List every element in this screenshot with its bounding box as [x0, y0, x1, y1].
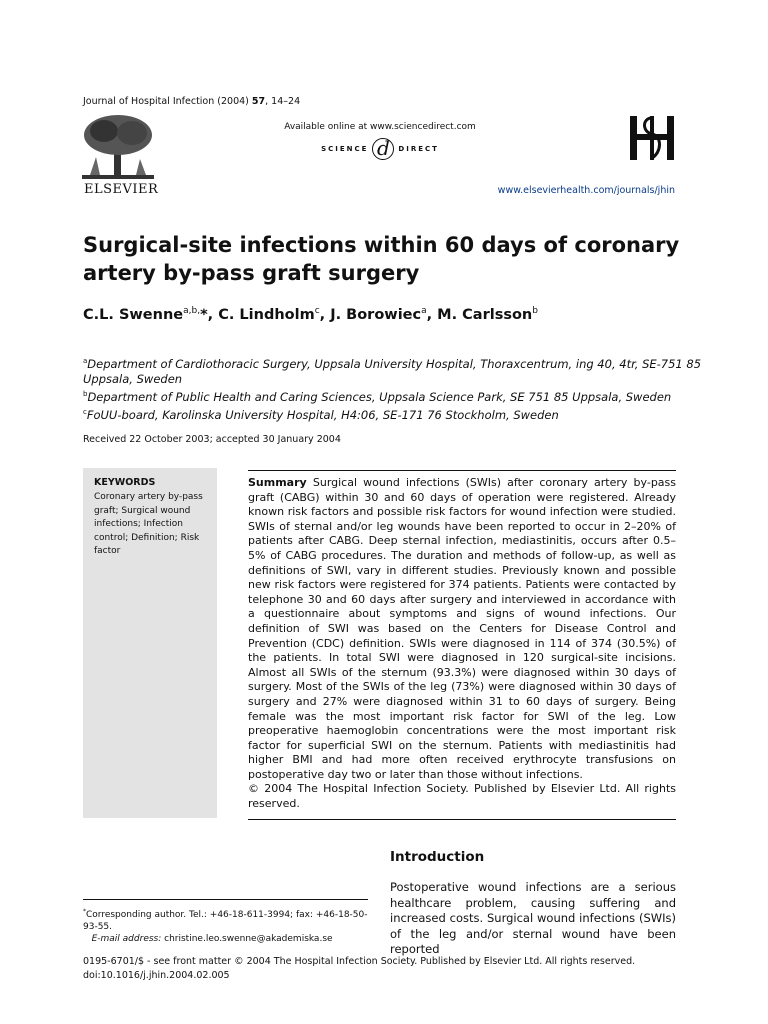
author-name: C.L. Swenne — [83, 306, 184, 323]
keywords-box — [83, 468, 217, 818]
author-name: M. Carlsson — [437, 306, 533, 323]
summary-body: Surgical wound infections (SWIs) after coronary artery by-pass graft (CABG) within 30 and 60 days of operation were registered. Already known risk factors and possible risk factors for wound infection were studied. SWIs of sternal and/or leg wounds have been reported to occur in 2–20% of patients after CABG. Deep sternal infection, mediastinitis, occurs after 0.5–5% of CABG procedures. The duration and methods of follow-up, as well as definitions of SWI, vary in different studies. Previously known and possible new risk factors were registered for 374 patients. Patients were contacted by telephone 30 and 60 days after surgery and interviewed in accordance with a questionnaire about symptoms and signs of wound infections. Our definition of SWI was based on the Centers for Disease Control and Prevention (CDC) definition. SWIs were diagnosed in 114 of 374 (30.5%) of the patients. In total SWI were diagnosed in 120 surgical-site incisions. Almost all SWIs of the sternum (93.3%) were diagnosed within 30 days of surgery. Most of the SWIs of the leg (73%) were diagnosed within 30 days of surgery and 27% were diagnosed within 31 to 60 days of surgery. Being female was the most important risk factor for SWI of the leg. Low preoperative haemoglobin concentrations were the most important risk factor for superficial SWI on the sternum. Patients with mediastinitis had higher BMI and had more often received erythrocyte transfusions on postoperative day two or later than those without infections. — [248, 476, 676, 781]
elsevier-tree-logo — [78, 113, 158, 183]
introduction-text: Postoperative wound infections are a serious healthcare problem, causing suffering and increased costs. Surgical wound infections (SWIs) of the leg and/or sternal wound have been reported — [390, 880, 676, 956]
doi-line[interactable]: doi:10.1016/j.jhin.2004.02.005 — [83, 969, 230, 981]
summary-bottom-rule — [248, 819, 676, 820]
affiliation-a: $^a$Department of Cardiothoracic Surgery, Uppsala University Hospital, Thoraxcentrum, ing 40, 4tr, SE-751 85 Uppsala, Sweden — [83, 356, 702, 387]
footnote-rule — [83, 899, 368, 900]
affiliation-c: $^c$FoUU-board, Karolinska University Hospital, H4:06, SE-171 76 Stockholm, Sweden — [83, 408, 559, 423]
sd-d-icon: d — [372, 138, 394, 160]
corresponding-author-footnote: *Corresponding author. Tel.: +46-18-611-3994; fax: +46-18-50-93-55. E-mail address: christine.leo.swenne@akademiska.se — [83, 908, 368, 944]
issn-line: 0195-6701/$ - see front matter © 2004 The Hospital Infection Society. Published by Elsevier Ltd. All rights reserved. — [83, 956, 636, 967]
available-online-text: Available online at www.sciencedirect.com — [284, 122, 476, 132]
journal-reference: Journal of Hospital Infection (2004) 57, 14–24 — [83, 96, 301, 107]
sd-left-text: SCIENCE — [321, 145, 369, 153]
sciencedirect-d-logo — [270, 138, 490, 160]
summary-copyright: © 2004 The Hospital Infection Society. Published by Elsevier Ltd. All rights reserved. — [248, 782, 676, 811]
author-name: C. Lindholm — [218, 306, 315, 323]
keywords-heading: KEYWORDS — [94, 477, 156, 488]
summary-top-rule — [248, 470, 676, 471]
received-dates: Received 22 October 2003; accepted 30 January 2004 — [83, 434, 341, 445]
email-label: E-mail address: — [91, 934, 162, 944]
journal-url-link[interactable]: www.elsevierhealth.com/journals/jhin — [497, 185, 675, 196]
article-title: Surgical-site infections within 60 days of coronary artery by-pass graft surgery — [83, 233, 680, 285]
keywords-list: Coronary artery by-pass graft; Surgical wound infections; Infection control; Definition; Risk factor — [94, 492, 203, 557]
introduction-heading: Introduction — [390, 849, 485, 865]
sciencedirect-block — [270, 122, 490, 160]
sd-right-text: DIRECT — [398, 145, 439, 153]
his-monogram-logo — [626, 112, 678, 164]
summary-label: Summary — [248, 476, 307, 489]
elsevier-wordmark: ELSEVIER — [84, 182, 159, 197]
affiliation-b: $^b$Department of Public Health and Caring Sciences, Uppsala Science Park, SE 751 85 Uppsala, Sweden — [83, 390, 672, 405]
page-footer — [83, 955, 635, 982]
author-name: J. Borowiec — [330, 306, 422, 323]
abstract-summary — [248, 476, 676, 812]
author-list: C.L. Swenne$^{a,b,}$*, C. Lindholm$^c$, J. Borowiec$^a$, M. Carlsson$^b$ — [83, 306, 538, 323]
email-link[interactable]: christine.leo.swenne@akademiska.se — [164, 934, 333, 944]
affiliations — [83, 354, 703, 423]
